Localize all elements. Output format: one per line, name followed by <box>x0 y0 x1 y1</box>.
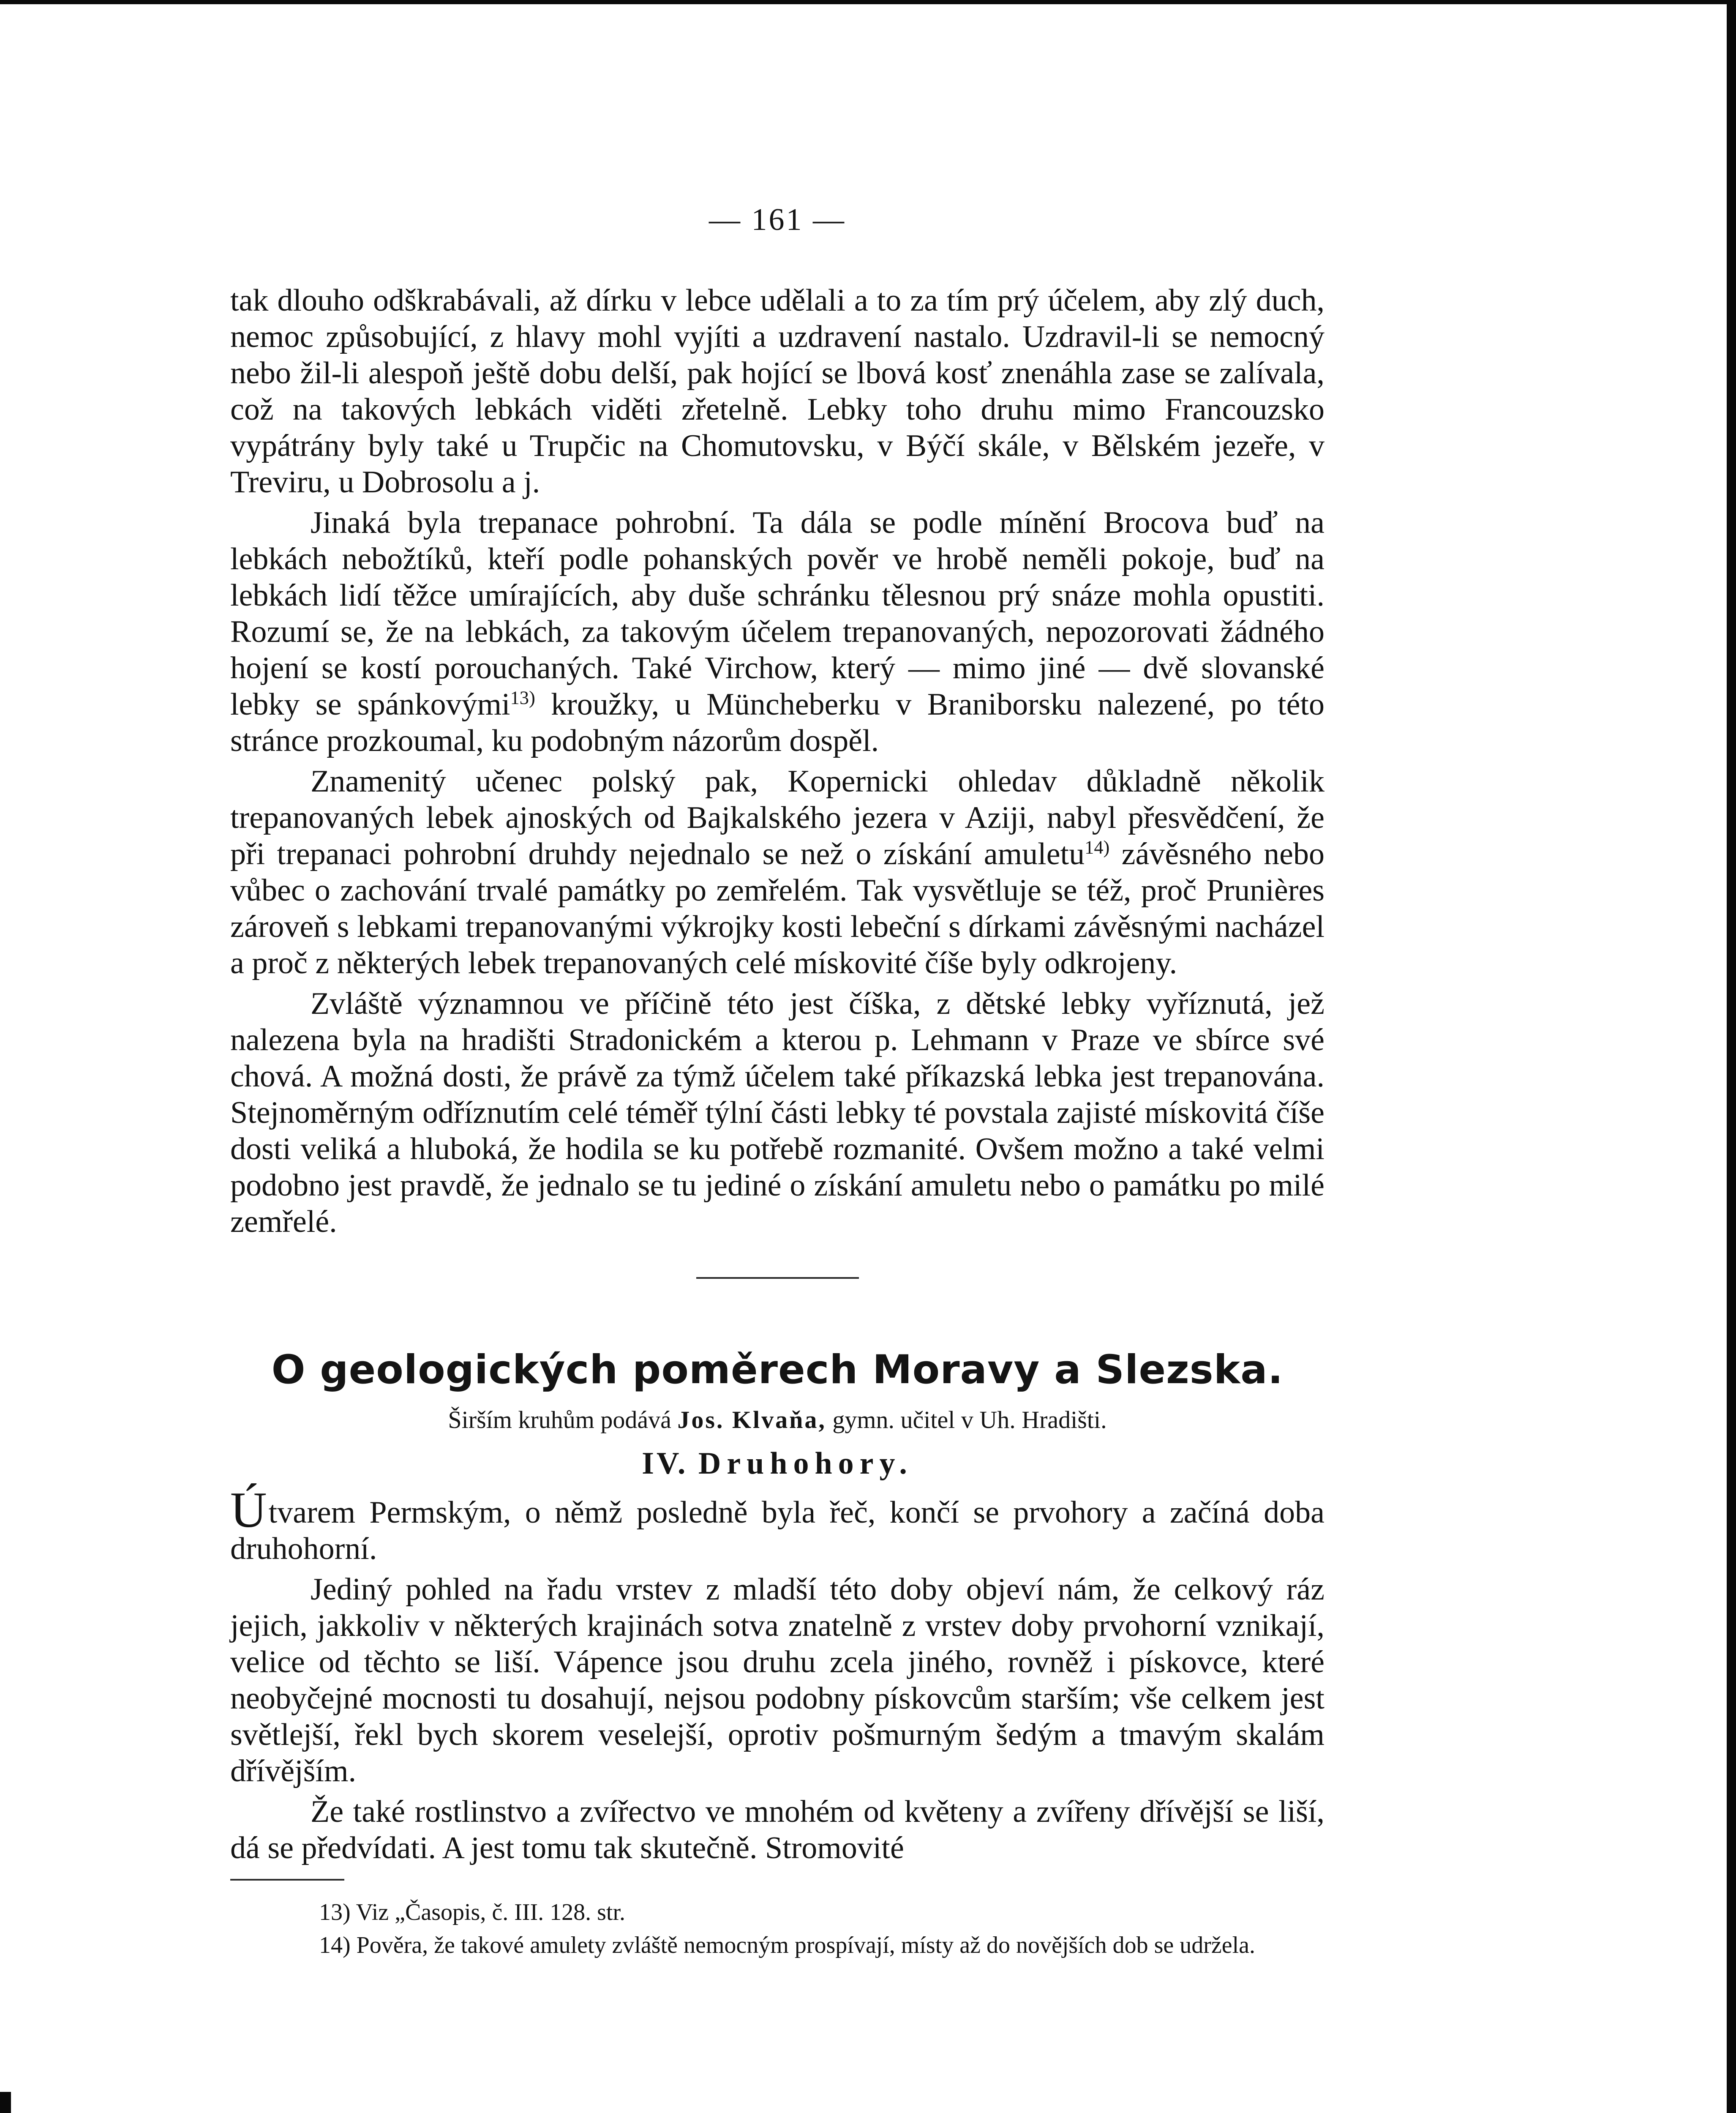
footnote: 14) Pověra, že takové amulety zvláště nemocným prospívají, místy až do novějších dob se udržela. <box>319 1932 1256 1958</box>
footnotes <box>230 1897 1324 1960</box>
scan-border-right <box>1727 0 1736 2113</box>
article-paragraph <box>230 1482 1324 1567</box>
byline-author: Jos. Klvaňa, <box>677 1406 826 1433</box>
footnote: 13) Viz „Časopis, č. III. 128. str. <box>319 1899 626 1925</box>
section-divider <box>696 1277 859 1279</box>
footnote-ref: 13) <box>510 687 535 708</box>
body-paragraph-text: Jinaká byla trepanace pohrobní. Ta dála se podle mínění Brocova buď na lebkách nebožtíků, kteří podle pohanských pověr ve hrobě neměli pokoje, buď na lebkách lidí těžce umírajících, aby duše schránku tělesnou prý snáze mohla opustiti. Rozumí se, že na lebkách, za takovým účelem trepanovaných, nepozorovati žádného hojení se kostí porouchaných. Také Virchow, který — mimo jiné — dvě slovanské lebky se spánkovými <box>230 505 1324 722</box>
article-paragraph-text: tvarem Permským, o němž posledně byla řeč, končí se prvohory a začíná doba druhohorní. <box>230 1495 1324 1566</box>
footnote-ref: 14) <box>1085 836 1110 858</box>
drop-cap: Ú <box>230 1482 267 1538</box>
body-paragraph-text: kroužky, u Müncheberku v Braniborsku nalezené, po této stránce prozkoumal, ku podobným názorům dospěl. <box>230 687 1324 758</box>
footnote-rule <box>230 1879 344 1881</box>
section-numeral: IV. <box>642 1446 688 1481</box>
section-name: Druhohory. <box>698 1446 913 1481</box>
article-paragraph: Že také rostlinstvo a zvířectvo ve mnohém od květeny a zvířeny dřívější se liší, dá se předvídati. A jest tomu tak skutečně. Stromovité <box>230 1794 1324 1865</box>
body-paragraph: Zvláště významnou ve příčině této jest číška, z dětské lebky vyříznutá, jež nalezena byla na hradišti Stradonickém a kterou p. Lehmann v Praze ve sbírce své chová. A možná dosti, že právě za týmž účelem také příkazská lebka jest trepanována. Stejnoměrným odříznutím celé téměř týlní části lebky té povstala zajisté mískovitá číše dosti veliká a hluboká, že hodila se ku potřebě rozmanité. Ovšem možno a také velmi podobno jest pravdě, že jednalo se tu jediné o získání amuletu nebo o památku po milé zemřelé. <box>230 986 1324 1239</box>
page-number: — 161 — <box>709 202 846 237</box>
article-byline <box>230 1404 1324 1436</box>
body-paragraph-text: závěsného nebo vůbec o zachování trvalé památky po zemřelém. Tak vysvětluje se též, proč Prunières zároveň s lebkami trepanovanými výkrojky kosti lebeční s dírkami závěsnými nacházel a proč z některých lebek trepanovaných celé mískovité číše byly odkrojeny. <box>230 837 1325 980</box>
body-paragraph: tak dlouho odškrabávali, až dírku v lebce udělali a to za tím prý účelem, aby zlý duch, nemoc způsobující, z hlavy mohl vyjíti a uzdravení nastalo. Uzdravil-li se nemocný nebo žil-li alespoň ještě dobu delší, pak hojící se lbová kosť znenáhla zase se zalívala, což na takových lebkách viděti zřetelně. Lebky toho druhu mimo Francouzsko vypátrány byly také u Trupčic na Chomutovsku, v Býčí skále, v Bělském jezeře, v Treviru, u Dobrosolu a j. <box>230 283 1324 500</box>
byline-prefix: Širším kruhům podává <box>448 1406 671 1433</box>
body-paragraph <box>230 505 1324 759</box>
body-paragraph-text: Znamenitý učenec polský pak, Kopernicki ohledav důkladně několik trepanovaných lebek ajnoských od Bajkalského jezera v Aziji, nabyl přesvědčení, že při trepanaci pohrobní druhdy nejednalo se než o získání amuletu <box>230 764 1324 871</box>
section-heading <box>230 1444 1324 1482</box>
body-paragraph <box>230 763 1324 981</box>
scan-border-left <box>0 2092 11 2113</box>
text-column <box>230 282 1324 1960</box>
scan-border-top <box>0 0 1736 4</box>
byline-suffix: gymn. učitel v Uh. Hradišti. <box>832 1406 1107 1433</box>
article-paragraph: Jediný pohled na řadu vrstev z mladší této doby objeví nám, že celkový ráz jejich, jakkoliv v některých krajinách sotva znatelně z vrstev doby prvohorní vznikají, velice od těchto se liší. Vápence jsou druhu zcela jiného, rovněž i pískovce, které neobyčejné mocnosti tu dosahují, nejsou podobny pískovcům starším; vše celkem jest světlejší, řekl bych skorem veselejší, oprotiv pošmurným šedým a tmavým skalám dřívějším. <box>230 1572 1324 1788</box>
article-title: O geologických poměrech Moravy a Slezska. <box>271 1347 1284 1393</box>
